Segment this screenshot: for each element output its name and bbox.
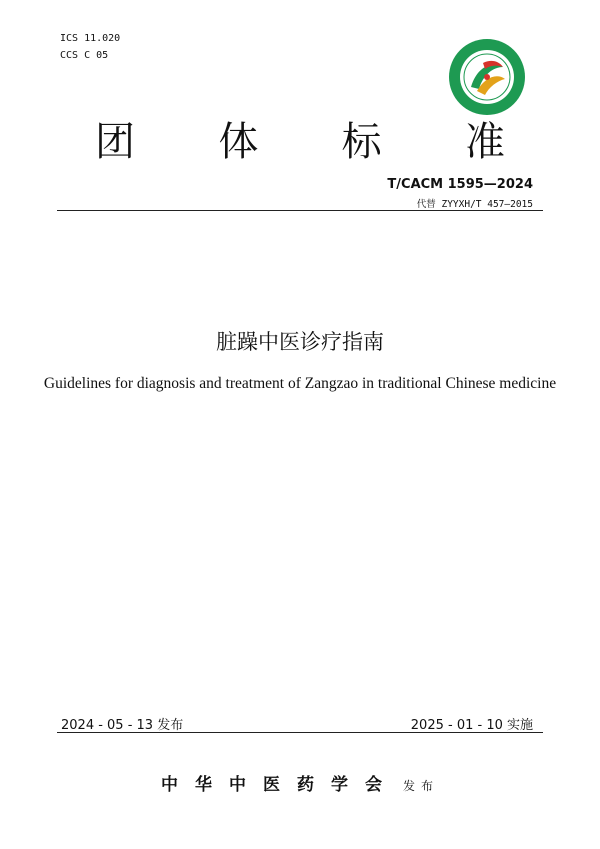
title-chinese: 脏躁中医诊疗指南	[216, 330, 384, 354]
title-english: Guidelines for diagnosis and treatment of Zangzao in traditional Chinese medicine	[43, 375, 557, 392]
header-divider	[57, 210, 543, 211]
doc-type-char: 准	[464, 119, 505, 165]
effective-date: 2025 - 01 - 10 实施	[410, 718, 533, 733]
replaces-standard: 代替 ZYYXH/T 457—2015	[416, 199, 533, 210]
publisher-name: 中华中医药学会	[160, 775, 399, 795]
ccs-code: CCS C 05	[60, 50, 109, 61]
classification-codes	[60, 30, 120, 64]
publisher-verb: 发布	[402, 779, 439, 793]
footer-divider	[57, 732, 543, 733]
ics-code: ICS 11.020	[60, 33, 121, 44]
doc-type-char: 团	[95, 119, 135, 165]
publisher-line	[0, 770, 600, 795]
doc-type-char: 体	[218, 119, 259, 165]
standard-number: T/CACM 1595—2024	[387, 177, 533, 192]
publish-date: 2024 - 05 - 13 发布	[61, 718, 184, 733]
document-type-heading	[95, 118, 505, 166]
association-seal-icon	[447, 37, 527, 117]
doc-type-char: 标	[341, 119, 382, 165]
